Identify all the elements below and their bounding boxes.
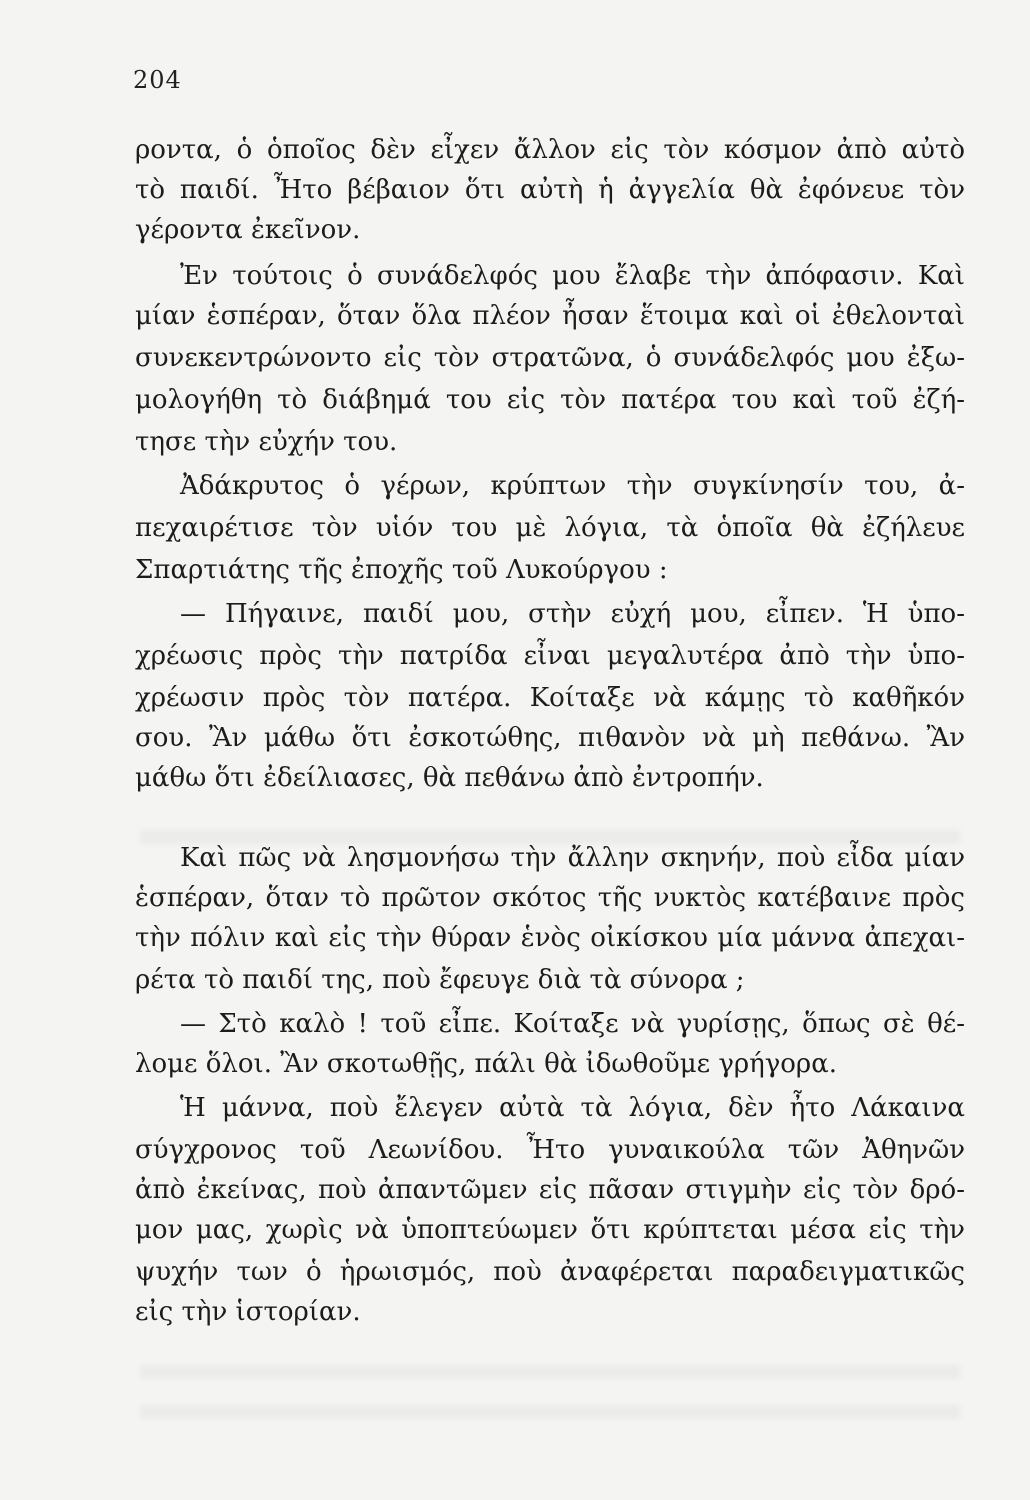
bleed-through-shadow bbox=[140, 1405, 960, 1419]
text-line: εἰς τὴν ἱστορίαν. bbox=[135, 1297, 361, 1327]
text-line: σου. Ἂν μάθω ὅτι ἐσκοτώθης, πιθανὸν νὰ μὴ πεθάνω. Ἂν bbox=[135, 723, 965, 753]
text-line: μάθω ὅτι ἐδείλιασες, θὰ πεθάνω ἀπὸ ἐντροπήν. bbox=[135, 763, 764, 793]
paragraph-start-line: Ἐν τούτοις ὁ συνάδελφός μου ἔλαβε τὴν ἀπόφασιν. Καὶ bbox=[180, 261, 965, 291]
text-line: ἀπὸ ἐκείνας, ποὺ ἀπαντῶμεν εἰς πᾶσαν στιγμὴν εἰς τὸν δρό- bbox=[135, 1175, 965, 1205]
paragraph-start-line: Καὶ πῶς νὰ λησμονήσω τὴν ἄλλην σκηνήν, ποὺ εἶδα μίαν bbox=[180, 843, 965, 873]
text-line: τὴν πόλιν καὶ εἰς τὴν θύραν ἑνὸς οἰκίσκου μία μάννα ἀπεχαι- bbox=[135, 923, 965, 953]
paragraph-start-line: Ἡ μάννα, ποὺ ἔλεγεν αὐτὰ τὰ λόγια, δὲν ἦτο Λάκαινα bbox=[180, 1093, 965, 1123]
dialogue-line: — Πήγαινε, παιδί μου, στὴν εὐχή μου, εἶπεν. Ἡ ὑπο- bbox=[180, 599, 965, 629]
text-line: πεχαιρέτισε τὸν υἱόν του μὲ λόγια, τὰ ὁποῖα θὰ ἐζήλευε bbox=[135, 513, 965, 543]
text-line: ψυχήν των ὁ ἡρωισμός, ποὺ ἀναφέρεται παραδειγματικῶς bbox=[135, 1257, 965, 1287]
text-line: χρέωσιν πρὸς τὸν πατέρα. Κοίταξε νὰ κάμῃς τὸ καθῆκόν bbox=[135, 683, 965, 713]
page-number: 204 bbox=[133, 66, 182, 94]
text-line: συνεκεντρώνοντο εἰς τὸν στρατῶνα, ὁ συνάδελφός μου ἐξω- bbox=[135, 343, 965, 373]
text-line: μίαν ἑσπέραν, ὅταν ὅλα πλέον ἦσαν ἕτοιμα καὶ οἱ ἐθελονταὶ bbox=[135, 301, 965, 331]
text-line: σύγχρονος τοῦ Λεωνίδου. Ἦτο γυναικούλα τῶν Ἀθηνῶν bbox=[135, 1135, 965, 1165]
text-line: χρέωσις πρὸς τὴν πατρίδα εἶναι μεγαλυτέρα ἀπὸ τὴν ὑπο- bbox=[135, 641, 965, 671]
text-line: ροντα, ὁ ὁποῖος δὲν εἶχεν ἄλλον εἰς τὸν κόσμον ἀπὸ αὐτὸ bbox=[135, 135, 965, 165]
text-line: γέροντα ἐκεῖνον. bbox=[135, 215, 361, 245]
text-line: ἑσπέραν, ὅταν τὸ πρῶτον σκότος τῆς νυκτὸς κατέβαινε πρὸς bbox=[135, 883, 965, 913]
text-line: μον μας, χωρὶς νὰ ὑποπτεύωμεν ὅτι κρύπτεται μέσα εἰς τὴν bbox=[135, 1215, 965, 1245]
bleed-through-shadow bbox=[140, 1365, 960, 1379]
dialogue-line: — Στὸ καλὸ ! τοῦ εἶπε. Κοίταξε νὰ γυρίσῃς, ὅπως σὲ θέ- bbox=[180, 1009, 965, 1039]
text-line: τὸ παιδί. Ἦτο βέβαιον ὅτι αὐτὴ ἡ ἀγγελία θὰ ἐφόνευε τὸν bbox=[135, 175, 965, 205]
text-line: μολογήθη τὸ διάβημά του εἰς τὸν πατέρα του καὶ τοῦ ἐζή- bbox=[135, 385, 965, 415]
text-line: Σπαρτιάτης τῆς ἐποχῆς τοῦ Λυκούργου : bbox=[135, 555, 668, 585]
text-line: ρέτα τὸ παιδί της, ποὺ ἔφευγε διὰ τὰ σύνορα ; bbox=[135, 965, 745, 995]
text-line: λομε ὅλοι. Ἂν σκοτωθῇς, πάλι θὰ ἰδωθοῦμε γρήγορα. bbox=[135, 1049, 838, 1079]
paragraph-start-line: Ἀδάκρυτος ὁ γέρων, κρύπτων τὴν συγκίνησίν του, ἀ- bbox=[180, 471, 965, 501]
text-line: τησε τὴν εὐχήν του. bbox=[135, 427, 398, 457]
